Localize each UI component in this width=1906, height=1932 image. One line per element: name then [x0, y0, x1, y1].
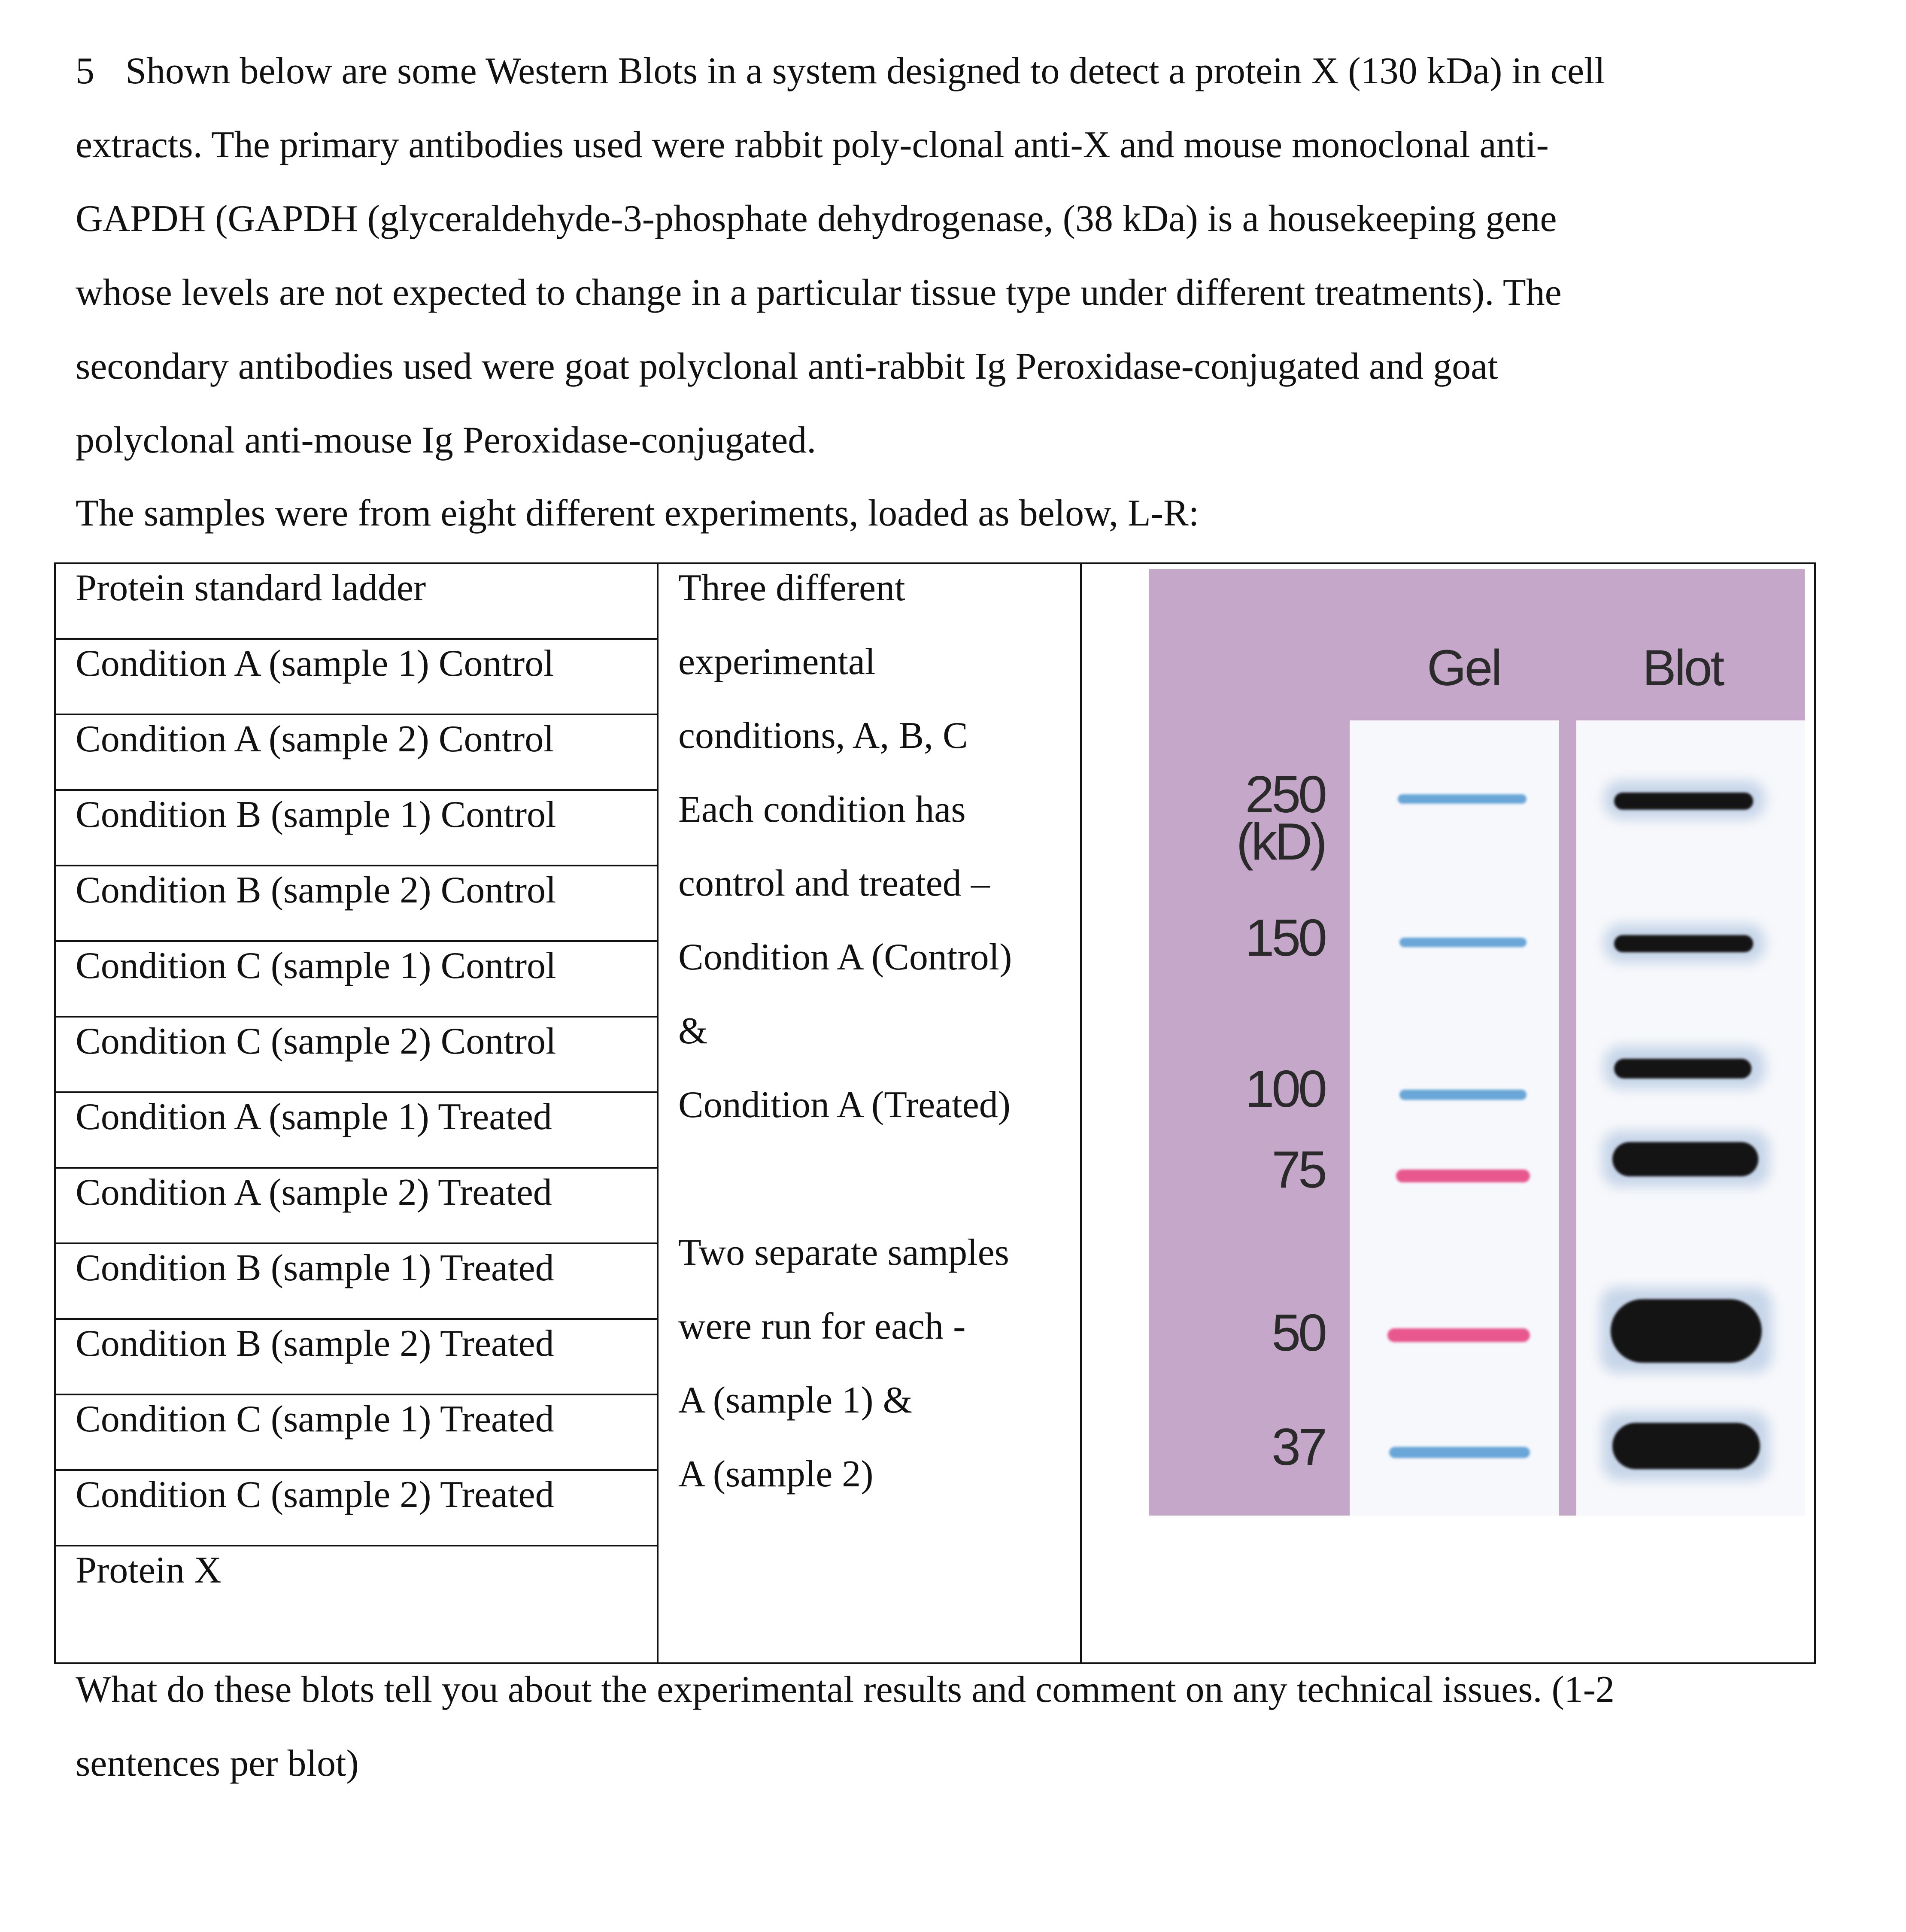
note-line: Condition A (Treated) [678, 1084, 1011, 1126]
gel-blot-figure [1149, 566, 1805, 1516]
lane-row: Condition C (sample 2) Control [56, 1018, 657, 1093]
intro-line: extracts. The primary antibodies used were rabbit poly-clonal anti-X and mouse monoclonal anti- [76, 124, 1549, 166]
lane-row: Condition C (sample 1) Treated [56, 1395, 657, 1471]
note-line: Two separate samples [678, 1232, 1009, 1273]
gel-band-75 [1396, 1170, 1530, 1182]
note-line: were run for each - [678, 1306, 966, 1347]
gel-band-50 [1387, 1328, 1530, 1342]
prompt-line: What do these blots tell you about the experimental results and comment on any technical issues. (1-2 [76, 1669, 1615, 1710]
loading-note: The samples were from eight different experiments, loaded as below, L-R: [76, 492, 1199, 534]
lane-row: Condition A (sample 1) Control [56, 640, 657, 715]
lane-row: Condition B (sample 1) Treated [56, 1244, 657, 1320]
note-line: conditions, A, B, C [678, 715, 968, 756]
lane-row: Condition B (sample 2) Treated [56, 1320, 657, 1395]
note-line: A (sample 2) [678, 1453, 874, 1495]
gel-band-250 [1398, 794, 1527, 804]
intro-line: whose levels are not expected to change in a particular tissue type under different treatments). The [76, 272, 1562, 313]
lane-row: Protein X [76, 1549, 222, 1591]
blot-band-150 [1614, 935, 1753, 952]
lane-row: Protein standard ladder [56, 564, 657, 640]
intro-line: GAPDH (GAPDH (glyceraldehyde-3-phosphate dehydrogenase, (38 kDa) is a housekeeping gene [76, 198, 1557, 240]
lane-list-column [56, 564, 659, 1662]
lane-row: Condition B (sample 2) Control [56, 866, 657, 942]
note-line: experimental [678, 641, 876, 683]
intro-line: polyclonal anti-mouse Ig Peroxidase-conjugated. [76, 419, 816, 461]
intro-line: 5 Shown below are some Western Blots in a system designed to detect a protein X (130 kDa) in cell [76, 50, 1605, 92]
note-line: Three different [678, 567, 905, 609]
prompt-line: sentences per blot) [76, 1743, 359, 1784]
lane-row: Condition C (sample 2) Treated [56, 1471, 657, 1546]
gel-band-37 [1389, 1447, 1530, 1458]
blot-band-75 [1612, 1142, 1758, 1176]
blot-band-100 [1614, 1059, 1751, 1078]
note-line: Condition A (Control) [678, 936, 1012, 978]
marker-label-250: 250 [1245, 765, 1325, 823]
marker-label-kd: (kD) [1236, 812, 1325, 871]
lane-row: Condition A (sample 2) Treated [56, 1169, 657, 1244]
marker-label-100: 100 [1245, 1060, 1325, 1118]
intro-line: secondary antibodies used were goat polyclonal anti-rabbit Ig Peroxidase-conjugated and goat [76, 346, 1498, 387]
blot-band-250 [1614, 793, 1753, 810]
gel-label: Gel [1427, 640, 1501, 696]
marker-label-75: 75 [1272, 1140, 1325, 1199]
marker-label-50: 50 [1272, 1303, 1325, 1362]
blot-label: Blot [1642, 640, 1723, 696]
lane-row: Condition C (sample 1) Control [56, 942, 657, 1018]
note-line: control and treated – [678, 863, 990, 904]
question-number: 5 [76, 50, 94, 92]
note-line: & [678, 1010, 708, 1052]
gel-band-100 [1399, 1090, 1527, 1100]
blot-band-50 [1611, 1299, 1762, 1363]
marker-label-150: 150 [1245, 908, 1325, 967]
marker-label-37: 37 [1272, 1418, 1325, 1476]
lane-row: Condition B (sample 1) Control [56, 791, 657, 866]
blot-lane [1576, 720, 1805, 1516]
note-line: Each condition has [678, 789, 966, 830]
lane-row: Condition A (sample 1) Treated [56, 1093, 657, 1169]
lane-row: Condition A (sample 2) Control [56, 715, 657, 791]
question-intro [76, 34, 1844, 477]
gel-band-150 [1399, 938, 1527, 947]
blot-band-37 [1612, 1423, 1760, 1469]
gel-lane [1350, 720, 1559, 1516]
conditions-note-column [659, 564, 1082, 1662]
question-prompt [76, 1653, 1844, 1801]
note-line: A (sample 1) & [678, 1379, 913, 1421]
